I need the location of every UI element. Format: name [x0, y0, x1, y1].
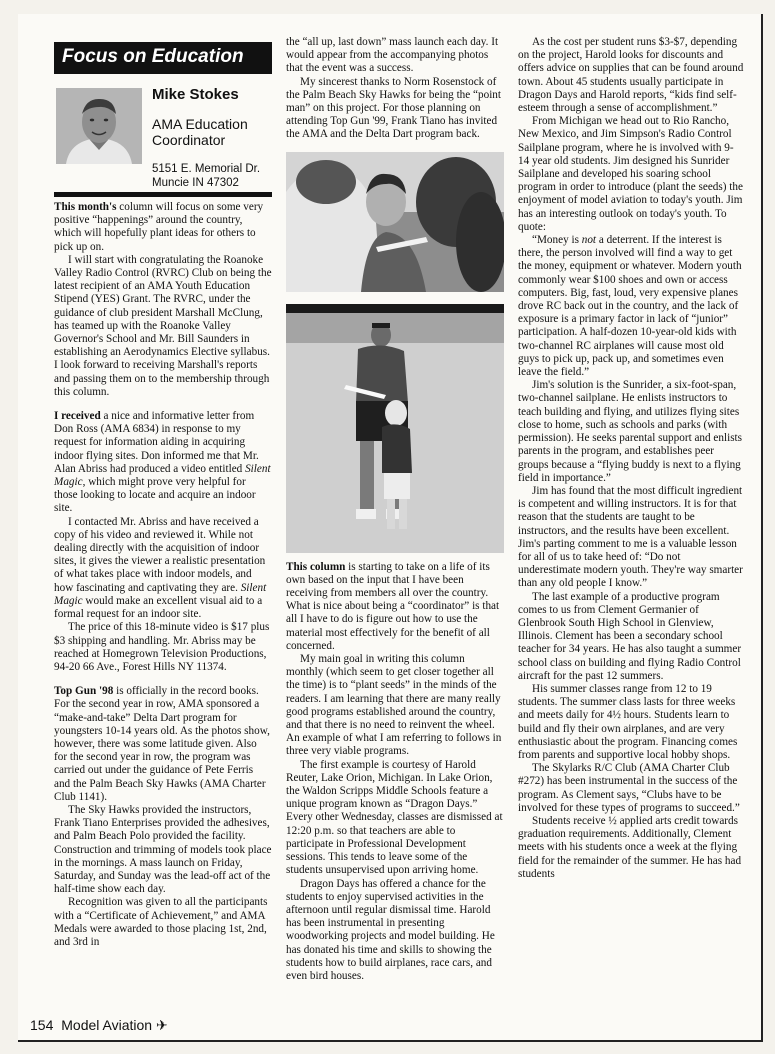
column-2: [286, 36, 504, 983]
paragraph: The price of this 18-minute video is $17 plus $3 shipping and handling. Mr. Abriss may be reached at Homegrown Television Productions, 94-20 66 Ave., Forest Hills NY 11374.: [54, 621, 270, 673]
paragraph: The last example of a productive program comes to us from Clement Germanier of Glenbrook South High School in Glenview, Illinois. Clement has been a secondary school teacher for 34 years. He has also taught a summer school class on building and flying Radio Control aircraft for the past 12 summers.: [518, 590, 742, 682]
paragraph-text: a nice and informative letter from Don Ross (AMA 6834) in response to my request for information aiding in acquiring indoor flying sites. Don informed me that Mr. Alan Abriss had produced a video entitled: [54, 410, 259, 475]
author-title-line-1: AMA Education: [152, 116, 248, 132]
paragraph-text: is officially in the record books. For the second year in row, AMA sponsored a “make-and-take” Delta Dart program for youngsters 10-14 years old. As the photos show, however, there was some latitude given. Also for the second year in row, the program was carried out under the guidance of Pete Ferris and the Palm Beach Sky Hawks (AMA Charter Club 1141).: [54, 685, 270, 803]
author-title: [152, 116, 272, 148]
paragraph: [286, 561, 504, 653]
paragraph: [518, 234, 744, 379]
paragraph: [54, 201, 272, 254]
column-1-body: [54, 201, 272, 949]
address-line-1: 5151 E. Memorial Dr.: [152, 163, 261, 175]
lead-in: Top Gun '98: [54, 685, 114, 698]
photo-illustration-2: [286, 313, 504, 553]
paragraph-text: would make an excellent visual aid to a formal request for an indoor site.: [54, 594, 263, 621]
paragraph: the “all up, last down” mass launch each day. It would appear from the accompanying photos that the event was a success.: [286, 36, 499, 75]
column-1: [54, 42, 272, 949]
paragraph: [54, 410, 272, 516]
magazine-page: [18, 14, 763, 1042]
paragraph: The Sky Hawks provided the instructors, Frank Tiano Enterprises provided the adhesives, and Palm Beach Polo provided the facility. Construction and trimming of models took place in the mornings. A mass launch on Friday, Saturday, and Sunday was the lead-off act of the half-time show each day.: [54, 803, 272, 896]
paragraph-text: a deterrent. If the interest is there, the person involved will find a way to get the money, equipment or whatever. Modern youth commonly wear $100 shoes and own or access computers. Big, fast, loud, very expensive planes drove RC back out in the country, and the lack of exposure is a primary factor in lack of “junior” participation. A half-dozen 10-year-old kids with two-channel RC airplanes will cause most old guys to pick up, pack up, and sometimes even leave the field.”: [518, 234, 742, 379]
paragraph: Recognition was given to all the participants with a “Certificate of Achievement,” and AMA Medals were awarded to those placing 1st, 2nd, and 3rd in: [54, 896, 268, 948]
paragraph: Dragon Days has offered a chance for the students to enjoy supervised activities in the afternoon until regular dismissal time. Harold has been instrumental in presenting woodworking projects and model building. He has donated his time and skills to showing the students how to build airplanes, race cars, and even bird houses.: [286, 877, 495, 982]
paragraph: As the cost per student runs $3-$7, depending on the project, Harold looks for discounts and offers advice on supplies that can be found around town. About 45 students usually participate in Dragon Days and Harold reports, “kids find self-esteem through a sense of accomplishment.”: [518, 36, 744, 115]
paragraph: [54, 516, 272, 622]
address-line-2: Muncie IN 47302: [152, 177, 239, 189]
video-title: Silent Magic: [54, 581, 267, 607]
author-title-line-2: Coordinator: [152, 132, 226, 148]
page-footer: [30, 1017, 168, 1034]
column-2-body: [286, 561, 504, 984]
author-name: Mike Stokes: [152, 86, 239, 103]
paragraph: Students receive ½ applied arts credit towards graduation requirements. Additionally, Clement meets with his students once a week at the flying field for the remainder of the summer. He has had students: [518, 814, 742, 880]
paragraph-text: “Money is: [532, 234, 582, 247]
page-number: 154: [30, 1017, 54, 1033]
magazine-name: Model Aviation: [61, 1017, 153, 1033]
photo-illustration-1: [286, 152, 504, 292]
paragraph: His summer classes range from 12 to 19 students. The summer class lasts for three weeks and meets daily for 4½ hours. Students learn to build and fly their own airplanes, and are very enthusiastic about the program. Financing comes from parents and supportive local hobby shops.: [518, 682, 738, 761]
paragraph-text: I contacted Mr. Abriss and have received a copy of his video and reviewed it. While not dealing directly with the acquisition of indoor sites, it gives the viewer a realistic presentation of what takes place with indoor models, and how fascinating and captivating they are.: [54, 515, 266, 594]
paragraph: The first example is courtesy of Harold Reuter, Lake Orion, Michigan. In Lake Orion, the Waldon Scripps Middle Schools feature a unique program known as “Dragon Days.” Every other Wednesday, classes are dismissed at 12:20 p.m. so that teachers are able to participate in Professional Development sessions. This tends to leave some of the students unsupervised upon arriving home.: [286, 758, 503, 877]
paragraph: From Michigan we head out to Rio Rancho, New Mexico, and Jim Simpson's Radio Control Sailplane program, where he is involved with 9-14 year old students. Jim designed his Sunrider Sailplane and developed his soaring school program in order to introduce (plant the seeds) the enjoyment of model aviation to today's youth. Jim has an interesting outlook on today's youth. To quote:: [518, 115, 743, 233]
paragraph: My sincerest thanks to Norm Rosenstock of the Palm Beach Sky Hawks for being the “point man” on this project. For those planning on attending Top Gun '99, Frank Tiano has invited the AMA and the Delta Dart program back.: [286, 75, 502, 141]
lead-in: This month's: [54, 201, 117, 213]
author-info: [152, 86, 272, 190]
photo-boy-with-plane: [286, 152, 504, 292]
paragraph-text: is starting to take on a life of its own based on the input that I have been receiving from members all over the country. What is nice about being a “coordinator” is that all I have to do is figure out how to use the material most effectively for the benefit of all concerned.: [286, 560, 500, 652]
video-title: Silent Magic: [54, 462, 271, 489]
paragraph: I will start with congratulating the Roanoke Valley Radio Control (RVRC) Club on being the latest recipient of an AMA Youth Education Stipend (YES) Grant. The RVRC, under the guidance of club president Marshall McClung, has teamed up with the Roanoke Valley Governor's School and Mr. Bill Saunders in establishing an Aerodynamics Elective syllabus. I look forward to receiving Marshall's reports and passing them on to the membership through this column.: [54, 253, 272, 398]
emphasis: not: [581, 234, 597, 247]
paragraph: Jim has found that the most difficult ingredient is competent and willing instructors. It is for that reason that the students are taught to be instructors, and the results have been excellent. Jim's parting comment to me is a valuable lesson for all of us to take heed of: “Do not underestimate modern youth. They're way smarter than any old people I know.”: [518, 484, 743, 590]
lead-in: This column: [286, 560, 346, 573]
author-portrait: [56, 88, 142, 164]
portrait-illustration: [56, 88, 142, 164]
author-profile: [54, 74, 272, 197]
section-banner: Focus on Education: [54, 42, 272, 74]
photo-instructor-and-child: [286, 304, 504, 553]
paragraph: The Skylarks R/C Club (AMA Charter Club #272) has been instrumental in the success of the program. As Clement says, “Clubs have to be involved for these types of programs to succeed.”: [518, 762, 740, 814]
lead-in: I received: [54, 410, 101, 423]
airplane-icon: ✈: [155, 1017, 168, 1033]
paragraph-text: column will focus on some very positive “happenings” around the country, which will hopefully plant ideas for others to pick up on.: [54, 201, 264, 253]
author-address: [152, 162, 272, 190]
column-3: [518, 36, 744, 881]
paragraph: My main goal in writing this column monthly (which seem to get closer together all the time) is to “plant seeds” in the minds of the readers. I am learning that there are many really good programs established around the country, and that there is no need to reinvent the wheel. An example of what I am referring to follows in three very viable programs.: [286, 653, 502, 758]
paragraph: Jim's solution is the Sunrider, a six-foot-span, two-channel sailplane. He enlists instructors to teach building and flying, and utilizes flying sites close to home, such as schools and parks (with permission). He seeks parental support and enlists parents in the program, and establishes peer groups because a “flying buddy is next to a flying field in importance.”: [518, 379, 743, 484]
paragraph-text: , which might prove very helpful for those looking to locate and acquire an indoor site.: [54, 476, 256, 515]
paragraph: [54, 685, 272, 804]
